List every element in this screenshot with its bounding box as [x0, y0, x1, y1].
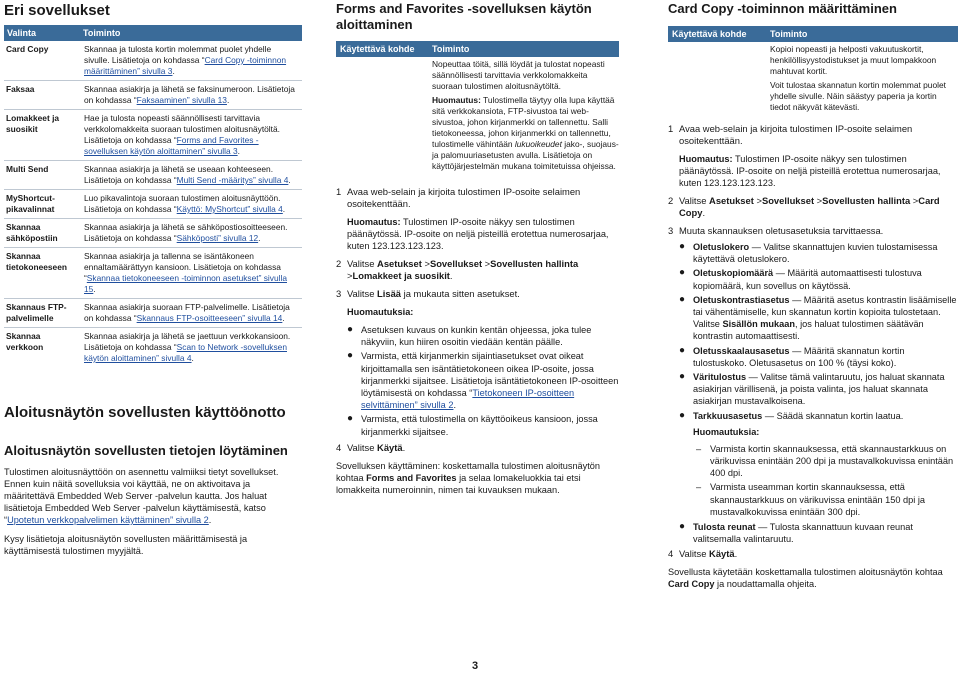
- cardcopy-table-header: [668, 26, 958, 42]
- note-end: jako-, suojaus- ja palomuuriasetusten avulla. Lisätietoja on käyttöjärjestelmän mukana toimitetuissa ohjeissa.: [432, 139, 619, 171]
- note-label: Huomautus:: [432, 95, 481, 105]
- row-link[interactable]: Käyttö: MyShortcut” sivulla 4: [176, 204, 283, 214]
- forms-header-1: Käytettävä kohde: [340, 44, 415, 54]
- link-ip-address[interactable]: Tietokoneen IP-osoitteen selvittäminen” sivulla 2: [361, 388, 575, 411]
- forms-table-header: [336, 41, 619, 57]
- row-description: Luo pikavalintoja suoraan tulostimen aloitusnäyttöön. Lisätietoja on kohdassa “Käyttö: MyShortcut” sivulla 4.: [81, 190, 302, 219]
- forms-header-2: Toiminto: [432, 44, 470, 54]
- row-description: Skannaa asiakirja ja lähetä se sähköpostiosoitteeseen. Lisätietoja on kohdassa “Sähköposti” sivulla 12.: [81, 219, 302, 248]
- cardcopy-bullets: [668, 241, 958, 422]
- row-description: Skannaa asiakirja ja lähetä se useaan kohteeseen. Lisätietoja on kohdassa “Multi Send -määritys” sivulla 4.: [81, 161, 302, 190]
- table-row: [4, 41, 302, 81]
- forms-bullet-3: ● Varmista, että tulostimella on käyttöoikeus kansioon, jossa kirjanmerkki sijaitsee.: [347, 413, 598, 437]
- page-title: Eri sovellukset: [4, 2, 110, 19]
- intro-paragraph: Tulostimen aloitusnäyttöön on asennettu valmiiksi tietyt sovellukset. Ennen kuin näitä sovelluksia voi käyttää, ne on aktivoitava ja määritettävä Embedded Web Server -palvelun kautta. Jos haluat lisätietoja Embedded Web Server -palvelun käyttämisestä, katso “Upotetun verkkopalvelimen käyttäminen” sivulla 2.: [4, 467, 279, 525]
- cardcopy-notes-label: Huomautuksia:: [693, 426, 760, 437]
- forms-cell-text: Nopeuttaa töitä, sillä löydät ja tulostat nopeasti säännöllisesti tarvittavia verkkolomakkeita suoraan tulostimen aloitusnäytöltä.: [432, 59, 605, 91]
- row-link[interactable]: Skannaus FTP-osoitteeseen” sivulla 14: [136, 313, 283, 323]
- row-label: Lomakkeet ja suosikit: [4, 110, 81, 161]
- row-label: Card Copy: [6, 44, 49, 54]
- link-embedded-web-server[interactable]: Upotetun verkkopalvelimen käyttäminen” sivulla 2: [7, 515, 209, 525]
- feature-table: [4, 41, 302, 367]
- cardcopy-header-1: Käytettävä kohde: [672, 29, 747, 39]
- row-link[interactable]: Card Copy -toiminnon määrittäminen” sivulla 3: [84, 55, 287, 76]
- cardcopy-bullet: ● Tarkkuusasetus — Säädä skannatun kortin laatua.: [679, 409, 904, 421]
- cardcopy-header-2: Toiminto: [770, 29, 808, 39]
- note-label: Huomautus:: [347, 217, 401, 227]
- table-row: [4, 248, 302, 299]
- forms-step-3: 3 Valitse Lisää ja mukauta sitten asetukset.: [336, 288, 520, 299]
- forms-step-1: 1 Avaa web-selain ja kirjoita tulostimen IP-osoite selaimen osoitekenttään.: [336, 186, 619, 210]
- row-label: Skannaus FTP-palvelimelle: [4, 299, 81, 328]
- page-number: 3: [472, 660, 479, 672]
- row-description: Skannaa ja tulosta kortin molemmat puolet yhdelle sivulle. Lisätietoja on kohdassa “Card Copy -toiminnon määrittäminen” sivulla 3.: [84, 44, 287, 76]
- cardcopy-step-2: 2 Valitse Asetukset >Sovellukset >Sovellusten hallinta >Card Copy.: [668, 195, 940, 218]
- cardcopy-step-3: 3 Muuta skannauksen oletusasetuksia tarvittaessa.: [668, 225, 884, 236]
- row-label: Faksaa: [4, 81, 81, 110]
- table-row: [4, 161, 302, 190]
- row-link[interactable]: Skannaa tietokoneeseen -toiminnon asetukset” sivulla 15: [84, 273, 287, 294]
- note-text: Tulostimen IP-osoite näkyy sen tulostimen päänäytössä. IP-osoite on neljä pisteillä erotettua numerosarjaa, kuten 123.123.123.123.: [347, 217, 609, 251]
- forms-step-4: 4 Valitse Käytä.: [336, 441, 406, 453]
- cardcopy-final-paragraph: Sovellusta käytetään koskettamalla tulostimen aloitusnäytön kohtaa Card Copy ja noudattamalla ohjeita.: [668, 567, 943, 590]
- row-description: Skannaa asiakirja ja tallenna se isäntäkoneen ennaltamäärättyyn kansioon. Lisätietoja on kohdassa “Skannaa tietokoneeseen -toiminnon asetukset” sivulla 15.: [81, 248, 302, 299]
- row-label: MyShortcut-pikavalinnat: [4, 190, 81, 219]
- cardcopy-bullet: ● Oletuslokero — Valitse skannattujen kuvien tulostamisessa käytettävä oletuslokero.: [679, 241, 938, 265]
- forms-final-paragraph: Sovelluksen käyttäminen: koskettamalla tulostimen aloitusnäytön kohtaa Forms and Favorites ja selaa lomakeluokkia tai etsi lomakkeita numeroinnin, nimen tai kuvauksen mukaan.: [336, 460, 601, 495]
- cardcopy-cell-2: Voit tulostaa skannatun kortin molemmat puolet yhdelle sivulle. Näin säästyy paperia ja kortin tiedot näkyvät kätevästi.: [770, 80, 946, 112]
- cardcopy-bullet: ● Oletuskontrastiasetus — Määritä asetus kontrastin lisäämiselle tai vähentämiselle, kun skannatun kortin kopioita tulostetaan. Valitse Sisällön mukaan, jos haluat tulostimen säätävän kontrastin automaattisesti.: [679, 293, 957, 342]
- row-description: Skannaa asiakirja ja lähetä se jaettuun verkkokansioon. Lisätietoja on kohdassa “Scan to Network -sovelluksen käytön aloittaminen” sivulla 4.: [81, 328, 302, 368]
- cardcopy-step-4: 4 Valitse Käytä.: [668, 548, 738, 560]
- cardcopy-bullet-borders: ● Tulosta reunat — Tulosta skannattuun kuvaan reunat valitsemalla valintaruutu.: [679, 521, 913, 545]
- step-text: Avaa web-selain ja kirjoita tulostimen IP-osoite selaimen osoitekenttään.: [347, 186, 581, 209]
- row-description: Hae ja tulosta nopeasti säännöllisesti tarvittavia verkkolomakkeita suoraan tulostimen aloitusnäytöltä. Lisätietoja on kohdassa “Forms and Favorites -sovelluksen käytön aloittaminen” sivulla 3.: [81, 110, 302, 161]
- forms-bullet-1: ● Asetuksen kuvaus on kunkin kentän ohjeessa, joka tulee näkyviin, kun hiiren osoitin viedään kentän päälle.: [347, 324, 592, 348]
- section-heading: Aloitusnäytön sovellusten käyttöönotto: [4, 404, 286, 421]
- row-link[interactable]: Sähköposti” sivulla 12: [176, 233, 259, 243]
- cardcopy-step-1-note: Huomautus: Tulostimen IP-osoite näkyy sen tulostimen päänäytössä. IP-osoite on neljä pisteillä erotettua numerosarjaa, kuten 123.123.123.123.: [679, 154, 941, 188]
- para-end: .: [208, 515, 212, 525]
- table-row: [4, 110, 302, 161]
- para-text: Tulostimen aloitusnäyttöön on asennettu valmiiksi tietyt sovellukset. Ennen kuin näitä sovelluksia voi käyttää, ne on aktivoitava ja määritettävä Embedded Web Server -palvelun kautta. Jos haluat lisätietoja Embedded Web Server -palvelun käyttämisestä, katso: [4, 467, 279, 513]
- forms-title: Forms and Favorites -sovelluksen käytön aloittaminen: [336, 1, 592, 32]
- table-row: [4, 328, 302, 368]
- cardcopy-dash-2: – Varmista useamman kortin skannauksessa, että skannaustarkkuus on värikuvissa enintään 150 dpi ja mustavalkokuvissa enintään 300 dpi.: [696, 482, 926, 517]
- table-row: [4, 81, 302, 110]
- contact-paragraph: Kysy lisätietoja aloitusnäytön sovellusten määrittämisestä ja käyttämisestä tulostimen myyjältä.: [4, 534, 248, 556]
- cardcopy-bullet: ● Oletuskopiomäärä — Määritä automaattisesti tulostuva kopiomäärä, kun sovellus on käytössä.: [679, 267, 922, 291]
- row-description: Skannaa asiakirja suoraan FTP-palvelimelle. Lisätietoja on kohdassa “Skannaus FTP-osoitteeseen” sivulla 14.: [81, 299, 302, 328]
- subsection-heading: Aloitusnäytön sovellusten tietojen löytäminen: [4, 443, 288, 458]
- cardcopy-bullet: ● Oletusskaalausasetus — Määritä skannatun kortin tulostuskoko. Oletusasetus on 100 % (täysi koko).: [679, 344, 905, 368]
- forms-table-cell: [336, 57, 619, 172]
- cardcopy-table-cell: [668, 42, 958, 113]
- forms-step-1-note: [336, 216, 619, 252]
- forms-step-2: 2 Valitse Asetukset >Sovellukset >Sovellusten hallinta >Lomakkeet ja suosikit.: [336, 258, 579, 281]
- header-col-1: Valinta: [7, 28, 37, 38]
- row-link[interactable]: Faksaaminen” sivulla 13: [136, 95, 227, 105]
- table-row: [4, 299, 302, 328]
- table-row: [4, 219, 302, 248]
- cardcopy-dash-1: – Varmista kortin skannauksessa, että skannaustarkkuus on värikuvissa enintään 200 dpi ja mustavalkokuvissa enintään 400 dpi.: [696, 443, 954, 479]
- row-link[interactable]: Forms and Favorites -sovelluksen käytön aloittaminen” sivulla 3: [84, 135, 259, 156]
- forms-bullet-2: ● Varmista, että kirjanmerkin sijaintiasetukset ovat oikeat kirjoittamalla sen isäntätietokoneen oikea IP-osoite, jossa kirjanmerkki sijaitsee. Lisätietoja isäntätietokoneen IP-osoitteen löytämisestä on kohdassa “Tietokoneen IP-osoitteen selvittäminen” sivulla 2.: [347, 350, 619, 411]
- cardcopy-step-1: 1 Avaa web-selain ja kirjoita tulostimen IP-osoite selaimen osoitekenttään.: [668, 123, 913, 146]
- table-row: [4, 190, 302, 219]
- row-label: Multi Send: [4, 161, 81, 190]
- forms-notes-label: Huomautuksia:: [347, 307, 414, 317]
- note-text: Tulostimella täytyy olla lupa käyttää sitä verkkokansiota, FTP-sivustoa tai web-sivustoa, johon kirjanmerkki on tallennettu. Salli tietokoneessa, johon kirjanmerkki on tallennettu, tulostimelle vähintään: [432, 95, 615, 149]
- row-link[interactable]: Multi Send -määritys” sivulla 4: [176, 175, 289, 185]
- cardcopy-title: Card Copy -toiminnon määrittäminen: [668, 1, 897, 16]
- column-middle: [336, 0, 619, 496]
- table-header: [4, 25, 302, 41]
- row-description: Skannaa asiakirja ja lähetä se faksinumeroon. Lisätietoja on kohdassa “Faksaaminen” sivulla 13.: [81, 81, 302, 110]
- header-col-2: Toiminto: [83, 28, 121, 38]
- note-italic: lukuoikeudet: [514, 139, 562, 149]
- cardcopy-bullet: ● Väritulostus — Valitse tämä valintaruutu, jos haluat skannata asiakirjan värillisenä, ja poista valinta, jos haluat skannata asiakirjan mustavalkoisena.: [679, 371, 945, 407]
- row-label: Skannaa tietokoneeseen: [4, 248, 81, 299]
- row-label: Skannaa sähköpostiin: [4, 219, 81, 248]
- column-right: [668, 0, 958, 590]
- column-left: [4, 0, 302, 556]
- forms-cell-note: [432, 95, 619, 172]
- row-label: Skannaa verkkoon: [4, 328, 81, 368]
- cardcopy-cell-1: Kopioi nopeasti ja helposti vakuutuskortit, henkilöllisyystodistukset ja muut lompakkoon mahtuvat kortit.: [770, 44, 937, 76]
- row-link[interactable]: Scan to Network -sovelluksen käytön aloittaminen” sivulla 4: [84, 342, 287, 363]
